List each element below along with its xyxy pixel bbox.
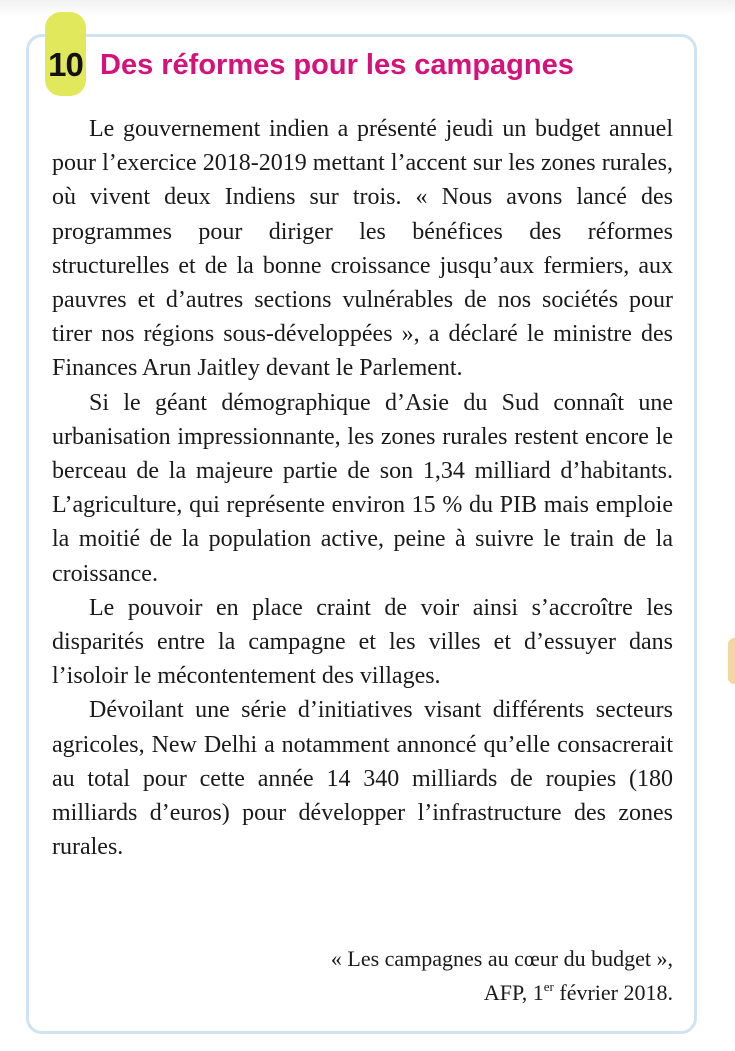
source-line [52, 976, 673, 1010]
document-title: Des réformes pour les campagnes [100, 49, 574, 81]
source-agency: AFP, 1 [483, 980, 544, 1005]
paragraph-3: Le pouvoir en place craint de voir ainsi s’accroître les disparités entre la campagne et les villes et d’essuyer dans l’isoloir le mécontentement des villages. [52, 594, 673, 690]
paragraph-2: Si le géant démographique d’Asie du Sud connaît une urbanisation impressionnante, les zones rurales restent encore le berceau de la majeure partie de son 1,34 milliard d’habitants. L’agriculture, qui représente environ 15 % du PIB mais emploie la moitié de la population active, peine à suivre le train de la croissance. [52, 389, 673, 587]
article-body [52, 112, 673, 864]
page-edge-tab [728, 638, 735, 684]
paragraph-1: Le gouvernement indien a présenté jeudi un budget annuel pour l’exercice 2018-2019 mettant l’accent sur les zones rurales, où vivent deux Indiens sur trois. « Nous avons lancé des programmes pour diriger les bénéfices des réformes structurelles et de la bonne croissance jusqu’aux fermiers, aux pauvres et d’autres sections vulnérables de nos sociétés pour tirer nos régions sous-développées », a déclaré le ministre des Finances Arun Jaitley devant le Parlement. [52, 116, 673, 382]
source-title: « Les campagnes au cœur du budget », [330, 946, 673, 971]
source-date: février 2018. [553, 980, 673, 1005]
source-date-superscript: er [543, 979, 554, 994]
document-number: 10 [48, 46, 83, 83]
source-citation [52, 942, 673, 1010]
paragraph-4: Dévoilant une série d’initiatives visant différents secteurs agricoles, New Delhi a notamment annoncé qu’elle consacrerait au total pour cette année 14 340 milliards de roupies (180 milliards d’euros) pour développer l’infrastructure des zones rurales. [52, 697, 673, 861]
